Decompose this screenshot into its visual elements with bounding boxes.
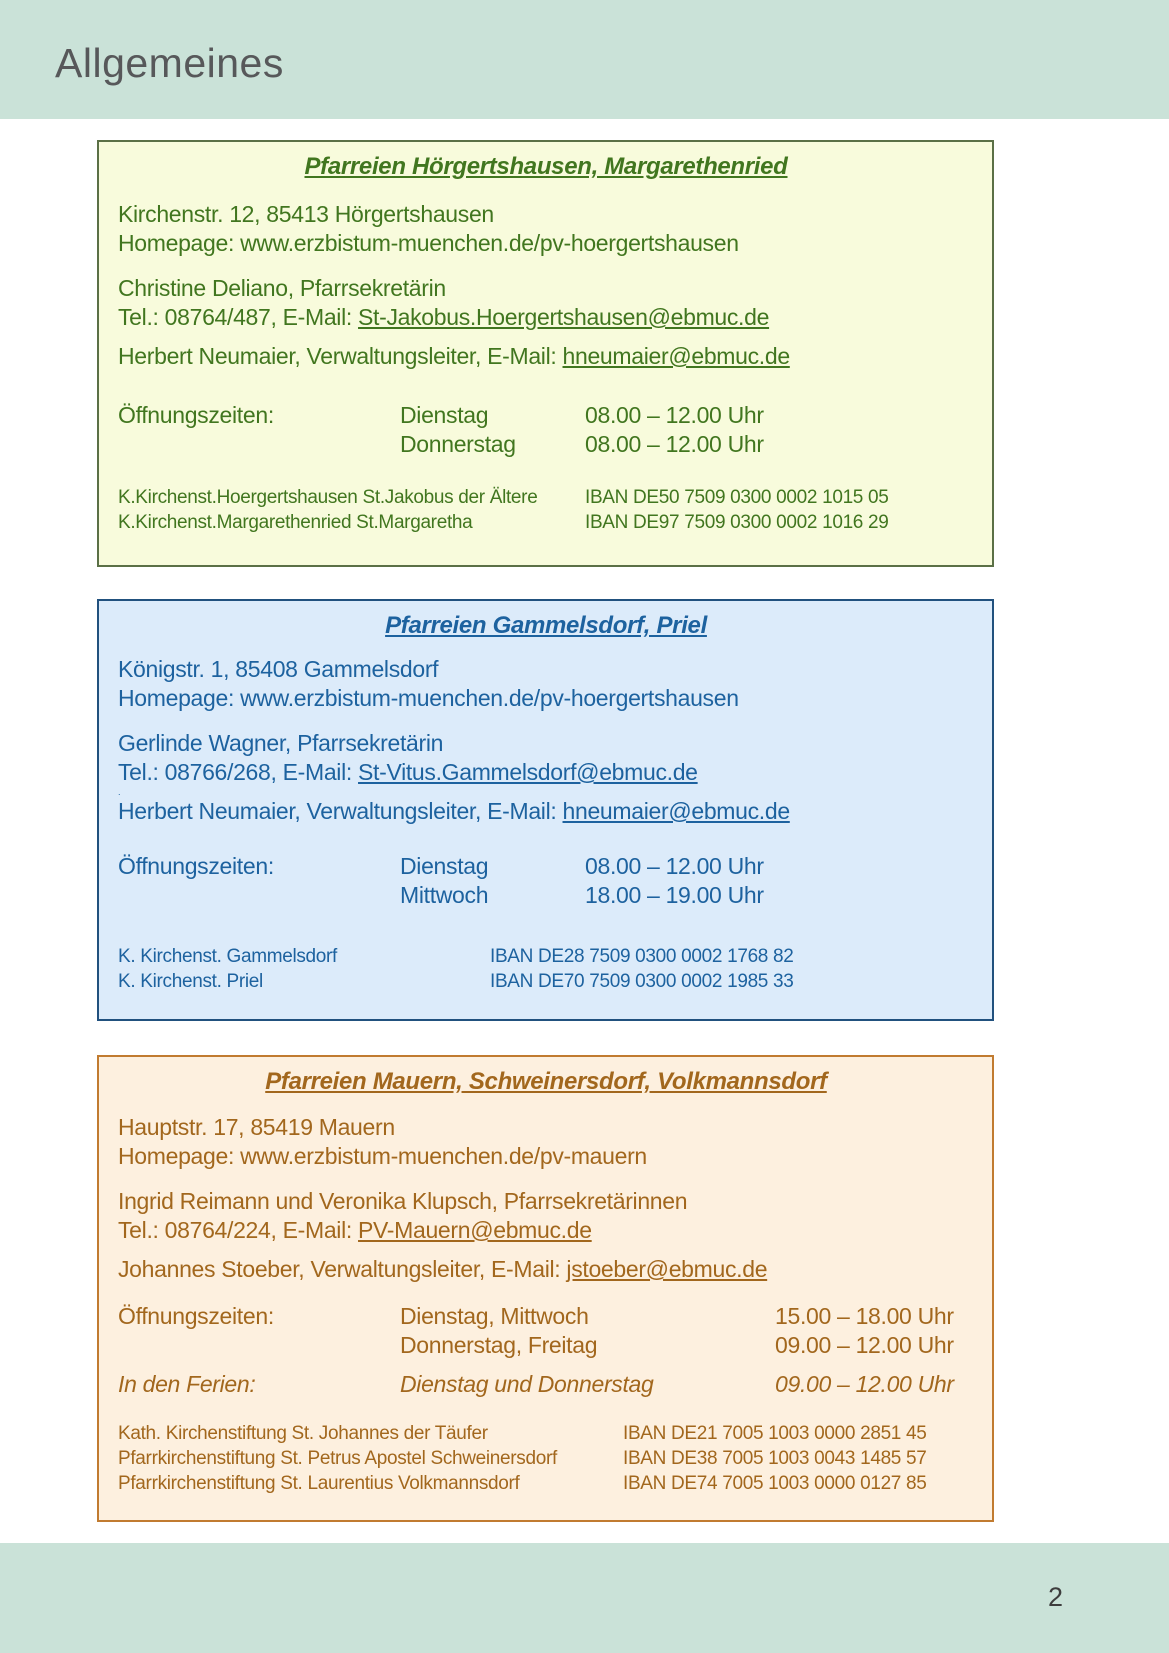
page-footer-band bbox=[0, 1543, 1169, 1653]
bank-account-name: K.Kirchenst.Hoergertshausen St.Jakobus der Ältere bbox=[118, 487, 538, 508]
opening-hours-row bbox=[118, 881, 974, 910]
admin-line bbox=[118, 797, 974, 826]
bank-accounts bbox=[118, 944, 974, 994]
parish-box-title: Pfarreien Hörgertshausen, Margarethenried bbox=[304, 153, 788, 180]
admin-label: Herbert Neumaier, Verwaltungsleiter, E-Mail: bbox=[118, 798, 563, 824]
bank-account-row bbox=[118, 969, 974, 994]
secretary-line: Gerlinde Wagner, Pfarrsekretärin bbox=[118, 730, 444, 756]
opening-hours-day: Dienstag bbox=[400, 402, 489, 428]
holiday-hours-row bbox=[118, 1370, 974, 1399]
bank-account-row bbox=[118, 510, 974, 535]
bank-account-name: K. Kirchenst. Priel bbox=[118, 971, 263, 992]
admin-email-link[interactable]: jstoeber@ebmuc.de bbox=[566, 1256, 768, 1282]
opening-hours-label bbox=[118, 881, 400, 910]
parish-box-hoergertshausen bbox=[97, 140, 994, 567]
opening-hours-time: 08.00 – 12.00 Uhr bbox=[585, 402, 764, 428]
opening-hours-day: Donnerstag bbox=[400, 431, 516, 457]
bank-account-iban: IBAN DE28 7509 0300 0002 1768 82 bbox=[490, 946, 794, 967]
address-line: Hauptstr. 17, 85419 Mauern bbox=[118, 1114, 395, 1140]
bank-account-name: Pfarrkirchenstiftung St. Petrus Apostel Schweinersdorf bbox=[118, 1448, 557, 1469]
phone-label: Tel.: 08766/268, E-Mail: bbox=[118, 759, 359, 785]
bank-accounts bbox=[118, 485, 974, 535]
admin-email-link[interactable]: hneumaier@ebmuc.de bbox=[562, 798, 790, 824]
secretary-line: Ingrid Reimann und Veronika Klupsch, Pfarrsekretärinnen bbox=[118, 1188, 688, 1214]
bank-account-iban: IBAN DE21 7005 1003 0000 2851 45 bbox=[623, 1423, 927, 1444]
bank-account-row bbox=[118, 1421, 974, 1446]
phone-email-line bbox=[118, 303, 974, 332]
email-link[interactable]: St-Vitus.Gammelsdorf@ebmuc.de bbox=[358, 759, 698, 785]
opening-hours-row bbox=[118, 1331, 974, 1360]
opening-hours-label: Öffnungszeiten: bbox=[118, 1303, 274, 1329]
address-line: Königstr. 1, 85408 Gammelsdorf bbox=[118, 656, 439, 682]
opening-hours-time: 08.00 – 12.00 Uhr bbox=[585, 853, 764, 879]
opening-hours-day: Donnerstag, Freitag bbox=[400, 1332, 598, 1358]
homepage-line: Homepage: www.erzbistum-muenchen.de/pv-hoergertshausen bbox=[118, 230, 739, 256]
homepage-line: Homepage: www.erzbistum-muenchen.de/pv-hoergertshausen bbox=[118, 685, 739, 711]
email-link[interactable]: St-Jakobus.Hoergertshausen@ebmuc.de bbox=[358, 304, 770, 330]
admin-email-link[interactable]: hneumaier@ebmuc.de bbox=[562, 343, 790, 369]
admin-line bbox=[118, 342, 974, 371]
bank-account-iban: IBAN DE97 7509 0300 0002 1016 29 bbox=[585, 512, 889, 533]
opening-hours bbox=[118, 852, 974, 910]
opening-hours-label bbox=[118, 1331, 400, 1360]
opening-hours-label bbox=[118, 430, 400, 459]
opening-hours-day: Mittwoch bbox=[400, 882, 489, 908]
page-number: 2 bbox=[1048, 1582, 1064, 1612]
opening-hours-day: Dienstag bbox=[400, 853, 489, 879]
parish-box-title: Pfarreien Mauern, Schweinersdorf, Volkmannsdorf bbox=[265, 1068, 827, 1095]
bank-account-iban: IBAN DE50 7509 0300 0002 1015 05 bbox=[585, 487, 889, 508]
parish-box-title: Pfarreien Gammelsdorf, Priel bbox=[385, 612, 707, 639]
opening-hours-row bbox=[118, 852, 974, 881]
homepage-line: Homepage: www.erzbistum-muenchen.de/pv-mauern bbox=[118, 1143, 647, 1169]
phone-label: Tel.: 08764/487, E-Mail: bbox=[118, 304, 359, 330]
bank-account-name: K.Kirchenst.Margarethenried St.Margaretha bbox=[118, 512, 473, 533]
page-title: Allgemeines bbox=[55, 40, 284, 86]
email-link[interactable]: PV-Mauern@ebmuc.de bbox=[358, 1217, 592, 1243]
admin-label: Johannes Stoeber, Verwaltungsleiter, E-Mail: bbox=[118, 1256, 567, 1282]
bank-account-iban: IBAN DE38 7005 1003 0043 1485 57 bbox=[623, 1448, 927, 1469]
opening-hours-time: 18.00 – 19.00 Uhr bbox=[585, 882, 764, 908]
opening-hours-time: 08.00 – 12.00 Uhr bbox=[585, 431, 764, 457]
bank-account-name: Pfarrkirchenstiftung St. Laurentius Volkmannsdorf bbox=[118, 1473, 520, 1494]
opening-hours-label: Öffnungszeiten: bbox=[118, 853, 274, 879]
opening-hours-time: 09.00 – 12.00 Uhr bbox=[775, 1332, 954, 1358]
bank-account-iban: IBAN DE74 7005 1003 0000 0127 85 bbox=[623, 1473, 927, 1494]
bank-accounts bbox=[118, 1421, 974, 1496]
secretary-line: Christine Deliano, Pfarrsekretärin bbox=[118, 275, 446, 301]
bank-account-row bbox=[118, 1446, 974, 1471]
bank-account-row bbox=[118, 485, 974, 510]
holiday-hours-time: 09.00 – 12.00 Uhr bbox=[775, 1371, 954, 1397]
phone-email-line bbox=[118, 1216, 974, 1245]
parish-box-gammelsdorf bbox=[97, 599, 994, 1021]
bank-account-name: Kath. Kirchenstiftung St. Johannes der Täufer bbox=[118, 1423, 488, 1444]
holiday-hours-label: In den Ferien: bbox=[118, 1371, 256, 1397]
opening-hours bbox=[118, 1302, 974, 1399]
opening-hours bbox=[118, 401, 974, 459]
opening-hours-row bbox=[118, 401, 974, 430]
admin-line bbox=[118, 1255, 974, 1284]
stray-dot: . bbox=[118, 787, 121, 797]
bank-account-name: K. Kirchenst. Gammelsdorf bbox=[118, 946, 338, 967]
admin-label: Herbert Neumaier, Verwaltungsleiter, E-Mail: bbox=[118, 343, 563, 369]
holiday-hours-day: Dienstag und Donnerstag bbox=[400, 1371, 654, 1397]
opening-hours-row bbox=[118, 430, 974, 459]
opening-hours-row bbox=[118, 1302, 974, 1331]
opening-hours-time: 15.00 – 18.00 Uhr bbox=[775, 1303, 954, 1329]
phone-email-line bbox=[118, 758, 974, 787]
bank-account-row bbox=[118, 944, 974, 969]
address-line: Kirchenstr. 12, 85413 Hörgertshausen bbox=[118, 201, 494, 227]
phone-label: Tel.: 08764/224, E-Mail: bbox=[118, 1217, 359, 1243]
bank-account-row bbox=[118, 1471, 974, 1496]
parish-box-mauern bbox=[97, 1055, 994, 1522]
opening-hours-label: Öffnungszeiten: bbox=[118, 402, 274, 428]
opening-hours-day: Dienstag, Mittwoch bbox=[400, 1303, 589, 1329]
bank-account-iban: IBAN DE70 7509 0300 0002 1985 33 bbox=[490, 971, 794, 992]
